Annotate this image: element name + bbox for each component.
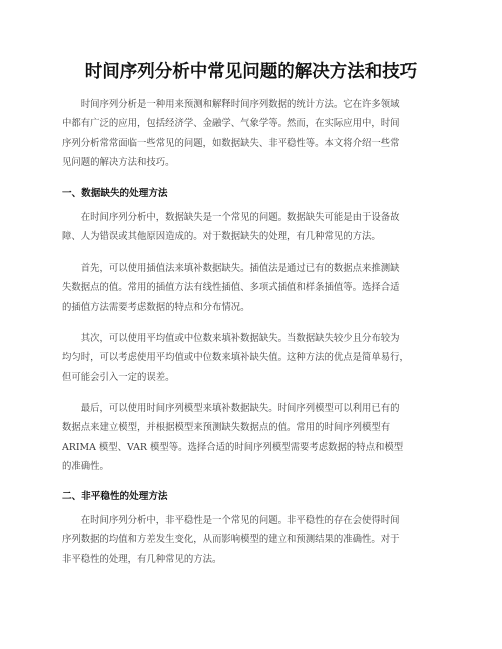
text-line: 见问题的解决方法和技巧。: [62, 157, 175, 169]
text-line: 障、人为错误或其他原因造成的。对于数据缺失的处理，有几种常见的方法。: [62, 231, 381, 243]
text-line: 的插值方法需要考虑数据的特点和分布情况。: [62, 301, 250, 313]
text-line: 非平稳性的处理，有几种常见的方法。: [62, 553, 222, 565]
section1-paragraph-1: [62, 208, 442, 247]
text-line: 序列数据的均值和方差发生变化，从而影响模型的建立和预测结果的准确性。对于: [62, 534, 400, 546]
text-line: ARIMA 模型、VAR 模型等。选择合适的时间序列模型需要考虑数据的特点和模型: [62, 441, 404, 453]
section-heading-non-stationarity: 二、非平稳性的处理方法: [62, 491, 168, 502]
section-heading-missing-data: 一、数据缺失的处理方法: [62, 188, 168, 199]
section2-paragraph-1: [62, 511, 442, 569]
text-line: 在时间序列分析中，数据缺失是一个常见的问题。数据缺失可能是由于设备故: [62, 212, 400, 223]
text-line: 其次，可以使用平均值或中位数来填补数据缺失。当数据缺失较少且分布较为: [62, 333, 400, 344]
text-line: 失数据点的值。常用的插值方法有线性插值、多项式插值和样条插值等。选择合适: [62, 282, 400, 294]
text-line: 数据点来建立模型，并根据模型来预测缺失数据点的值。常用的时间序列模型有: [62, 422, 391, 434]
intro-paragraph: [62, 95, 442, 173]
text-line: 序列分析常常面临一些常见的问题，如数据缺失、非平稳性等。本文将介绍一些常: [62, 137, 400, 149]
text-line: 时间序列分析是一种用来预测和解释时间序列数据的统计方法。它在许多领域: [62, 99, 400, 110]
text-line: 但可能会引入一定的误差。: [62, 371, 175, 383]
text-line: 的准确性。: [62, 461, 109, 473]
section1-paragraph-2: [62, 259, 442, 317]
document-title: 时间序列分析中常见问题的解决方法和技巧: [84, 62, 418, 82]
text-line: 在时间序列分析中，非平稳性是一个常见的问题。非平稳性的存在会使得时间: [62, 515, 400, 526]
text-line: 均匀时，可以考虑使用平均值或中位数来填补缺失值。这种方法的优点是简单易行，: [62, 352, 409, 364]
section1-paragraph-4: [62, 399, 442, 477]
text-line: 中都有广泛的应用，包括经济学、金融学、气象学等。然而，在实际应用中，时间: [62, 118, 400, 130]
section1-paragraph-3: [62, 329, 442, 387]
text-line: 最后，可以使用时间序列模型来填补数据缺失。时间序列模型可以利用已有的: [62, 403, 400, 414]
text-line: 首先，可以使用插值法来填补数据缺失。插值法是通过已有的数据点来推测缺: [62, 263, 400, 274]
